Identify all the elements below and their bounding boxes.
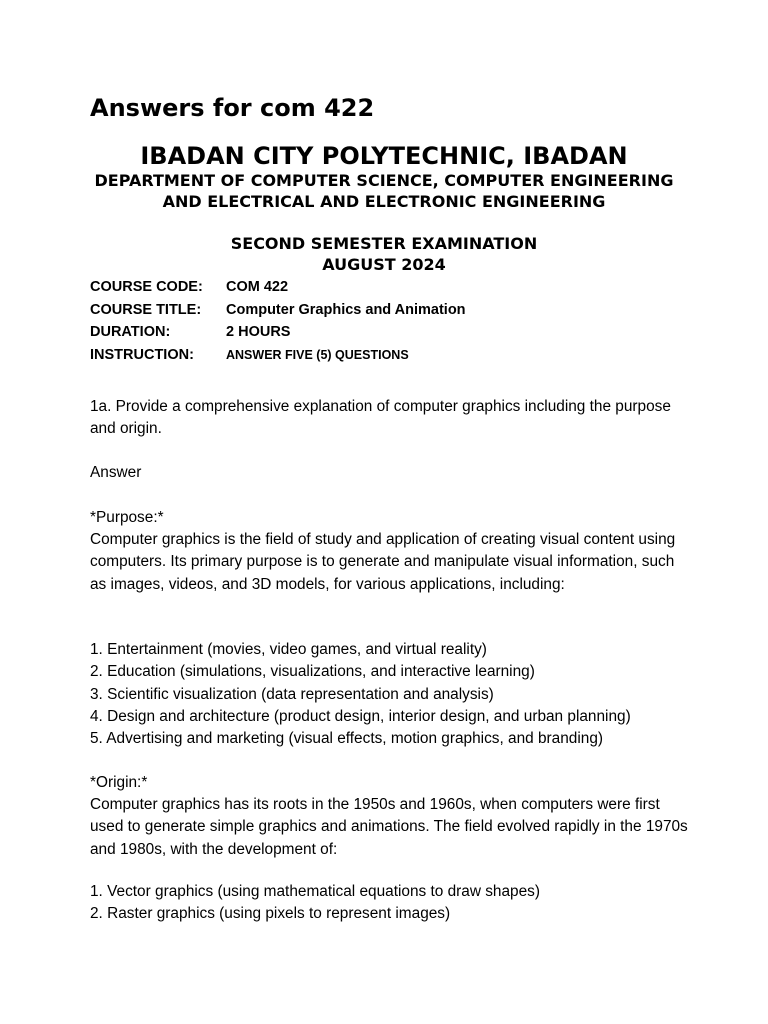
department-name: DEPARTMENT OF COMPUTER SCIENCE, COMPUTER ENGINEERING AND ELECTRICAL AND ELECTRONIC ENGINEERING — [94, 171, 674, 212]
origin-paragraph-text: Computer graphics has its roots in the 1950s and 1960s, when computers were first used to generate simple graphics and animations. The field evolved rapidly in the 1970s and 1980s, with the development of: — [90, 796, 688, 858]
origin-paragraph — [90, 794, 690, 861]
instruction-value: ANSWER FIVE (5) QUESTIONS — [226, 347, 409, 362]
instruction-row — [90, 344, 466, 367]
list-item: 1. Entertainment (movies, video games, and virtual reality) — [90, 641, 487, 658]
exam-date: AUGUST 2024 — [322, 255, 446, 274]
course-title-row — [90, 299, 466, 322]
instruction-label: INSTRUCTION: — [90, 346, 194, 363]
list-item: 3. Scientific visualization (data representation and analysis) — [90, 685, 494, 703]
course-code-label: COURSE CODE: — [90, 279, 203, 296]
course-title-value: Computer Graphics and Animation — [226, 301, 466, 318]
document-title: Answers for com 422 — [90, 94, 375, 122]
question-1a-text: 1a. Provide a comprehensive explanation of computer graphics including the purpose and origin. — [90, 398, 671, 438]
list-item: 1. Vector graphics (using mathematical equations to draw shapes) — [90, 883, 540, 900]
origin-heading — [90, 772, 690, 794]
exam-title: SECOND SEMESTER EXAMINATION — [230, 234, 538, 253]
list-item: 5. Advertising and marketing (visual effects, motion graphics, and branding) — [90, 730, 604, 748]
answer-label-text: Answer — [90, 464, 142, 481]
duration-label: DURATION: — [90, 324, 171, 341]
origin-list — [90, 881, 690, 926]
course-info — [90, 276, 466, 366]
answer-label — [90, 462, 690, 484]
duration-row — [90, 321, 466, 344]
list-item: 4. Design and architecture (product design, interior design, and urban planning) — [90, 707, 631, 725]
duration-value: 2 HOURS — [226, 324, 291, 341]
purpose-list — [90, 639, 690, 750]
purpose-paragraph-text: Computer graphics is the field of study and application of creating visual content using computers. Its primary purpose is to generate and manipulate visual information, such as images, videos, and 3D models, for various applications, including: — [90, 531, 676, 593]
course-code-row — [90, 276, 466, 299]
list-item: 2. Education (simulations, visualizations, and interactive learning) — [90, 663, 535, 681]
course-title-label: COURSE TITLE: — [90, 301, 202, 318]
course-code-value: COM 422 — [226, 279, 289, 296]
list-item: 2. Raster graphics (using pixels to represent images) — [90, 905, 451, 923]
purpose-paragraph — [90, 529, 690, 596]
purpose-heading-text: *Purpose:* — [90, 509, 164, 526]
purpose-heading — [90, 507, 690, 529]
origin-heading-text: *Origin:* — [90, 774, 148, 791]
institution-name: IBADAN CITY POLYTECHNIC, IBADAN — [140, 142, 628, 170]
question-1a — [90, 396, 690, 441]
